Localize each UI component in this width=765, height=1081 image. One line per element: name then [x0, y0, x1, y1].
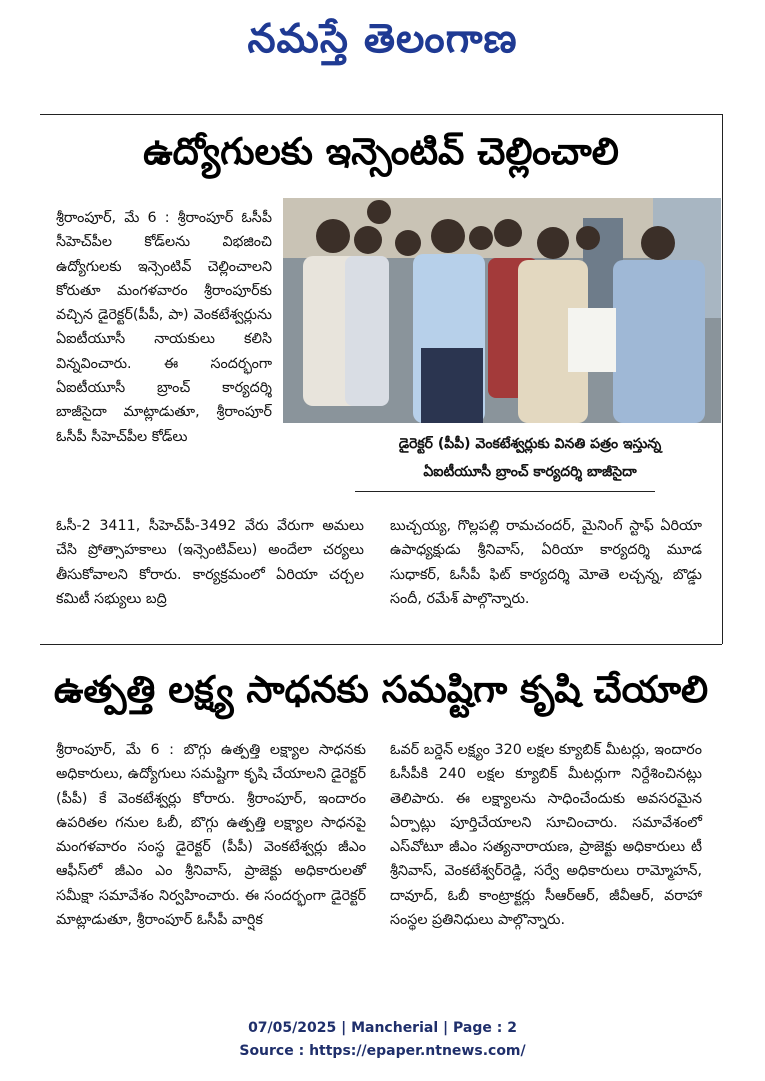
group-photo-image	[283, 198, 721, 423]
right-border-line	[722, 114, 723, 644]
caption-line-2: ఏఐటీయూసీ బ్రాంచ్ కార్యదర్శి బాజీసైదా	[423, 464, 637, 480]
article-separator	[40, 644, 722, 645]
article2-right-column	[390, 738, 702, 978]
newspaper-logo: నమస్తే తెలంగాణ	[247, 16, 518, 62]
article1-left-column	[56, 206, 272, 504]
photo-caption	[345, 430, 715, 486]
masthead	[0, 0, 765, 78]
article1-photo	[283, 198, 721, 423]
article2-left-column	[56, 738, 366, 978]
article2-left-text: శ్రీరాంపూర్, మే 6 : బొగ్గు ఉత్పత్తి లక్ష్యాల సాధనకు అధికారులు, ఉద్యోగులు సమష్టిగా కృషి చేయాలని డైరెక్టర్ (పీపీ) కే వెంకటేశ్వర్లు కోరారు. శ్రీరాంపూర్, ఇందారం ఉపరితల గనుల ఓబీ, బొగ్గు ఉత్పత్తి లక్ష్యాల సాధనపై మంగళవారం సంస్థ డైరెక్టర్ (పీపీ) వెంకటేశ్వర్లు జీఎం ఆఫీస్‌లో జీఎం ఎం శ్రీనివాస్, ప్రాజెక్టు అధికారులతో సమీక్షా సమావేశం నిర్వహించారు. ఈ సందర్భంగా డైరెక్టర్ మాట్లాడుతూ, శ్రీరాంపూర్ ఓసీపీ వార్షిక	[56, 742, 366, 929]
footer-meta: 07/05/2025 | Mancherial | Page : 2	[248, 1020, 517, 1036]
caption-line-1: డైరెక్టర్ (పీపీ) వెంకటేశ్వర్లుకు వినతి పత్రం ఇస్తున్న	[398, 436, 662, 452]
footer-source: Source : https://epaper.ntnews.com/	[239, 1043, 526, 1059]
article1-continued-right	[390, 514, 702, 624]
caption-underline	[355, 491, 655, 492]
article1-left-text: శ్రీరాంపూర్, మే 6 : శ్రీరాంపూర్ ఓసీపీ సీహెచ్‌పీల కోడ్‌లను విభజించి ఉద్యోగులకు ఇన్సెంటివ్ చెల్లించాలని కోరుతూ మంగళవారం శ్రీరాంపూర్‌కు వచ్చిన డైరెక్టర్(పీపీ, పా) వెంకటేశ్వర్లును ఏఐటీయూసీ నాయకులు కలిసి విన్నవించారు. ఈ సందర్భంగా ఏఐటీయూసీ బ్రాంచ్ కార్యదర్శి బాజీసైదా మాట్లాడుతూ, శ్రీరాంపూర్ ఓసీపీ సీహెచ్‌పీల కోడ్‌లు	[56, 210, 272, 445]
article1-continued-left-text: ఓసీ-2 3411, సీహెచ్‌పీ-3492 వేరు వేరుగా అమలు చేసి ప్రోత్సాహకాలు (ఇన్సెంటివ్‌లు) అందేలా చర్యలు తీసుకోవాలని కోరారు. కార్యక్రమంలో ఏరియా చర్చల కమిటీ సభ్యులు బద్రి	[56, 518, 364, 607]
article2-headline: ఉత్పత్తి లక్ష్య సాధనకు సమష్టిగా కృషి చేయాలి	[53, 668, 709, 711]
article1-continued-left	[56, 514, 364, 624]
article2-right-text: ఓవర్ బర్డెన్ లక్ష్యం 320 లక్షల క్యూబిక్ మీటర్లు, ఇందారం ఓసీపీకి 240 లక్షల క్యూబిక్ మీటర్లుగా నిర్దేశించినట్లు తెలిపారు. ఈ లక్ష్యాలను సాధించేందుకు అవసరమైన ఏర్పాట్లు పూర్తిచేయాలని సూచించారు. సమావేశంలో ఎస్‌వోటూ జీఎం సత్యనారాయణ, ప్రాజెక్టు అధికారులు టీ శ్రీనివాస్, వెంకటేశ్వర్‌రెడ్డి, సర్వే అధికారులు రామ్మోహన్, దావూద్, ఓబీ కాంట్రాక్టర్లు సీఆర్ఆర్, జీవీఆర్, వరాహా సంస్థల ప్రతినిధులు పాల్గొన్నారు.	[390, 742, 702, 929]
article1-continued-right-text: బుచ్చయ్య, గొల్లపల్లి రామచందర్, మైనింగ్ స్టాఫ్ ఏరియా ఉపాధ్యక్షుడు శ్రీనివాస్, ఏరియా కార్యదర్శి మూడ సుధాకర్, ఓసీపీ ఫిట్ కార్యదర్శి మోతె లచ్చన్న, బొడ్డు సందీ, రమేశ్ పాల్గొన్నారు.	[390, 518, 702, 607]
article1-top-rule	[40, 114, 722, 115]
article1-headline: ఉద్యోగులకు ఇన్సెంటివ్ చెల్లించాలి	[143, 130, 619, 173]
